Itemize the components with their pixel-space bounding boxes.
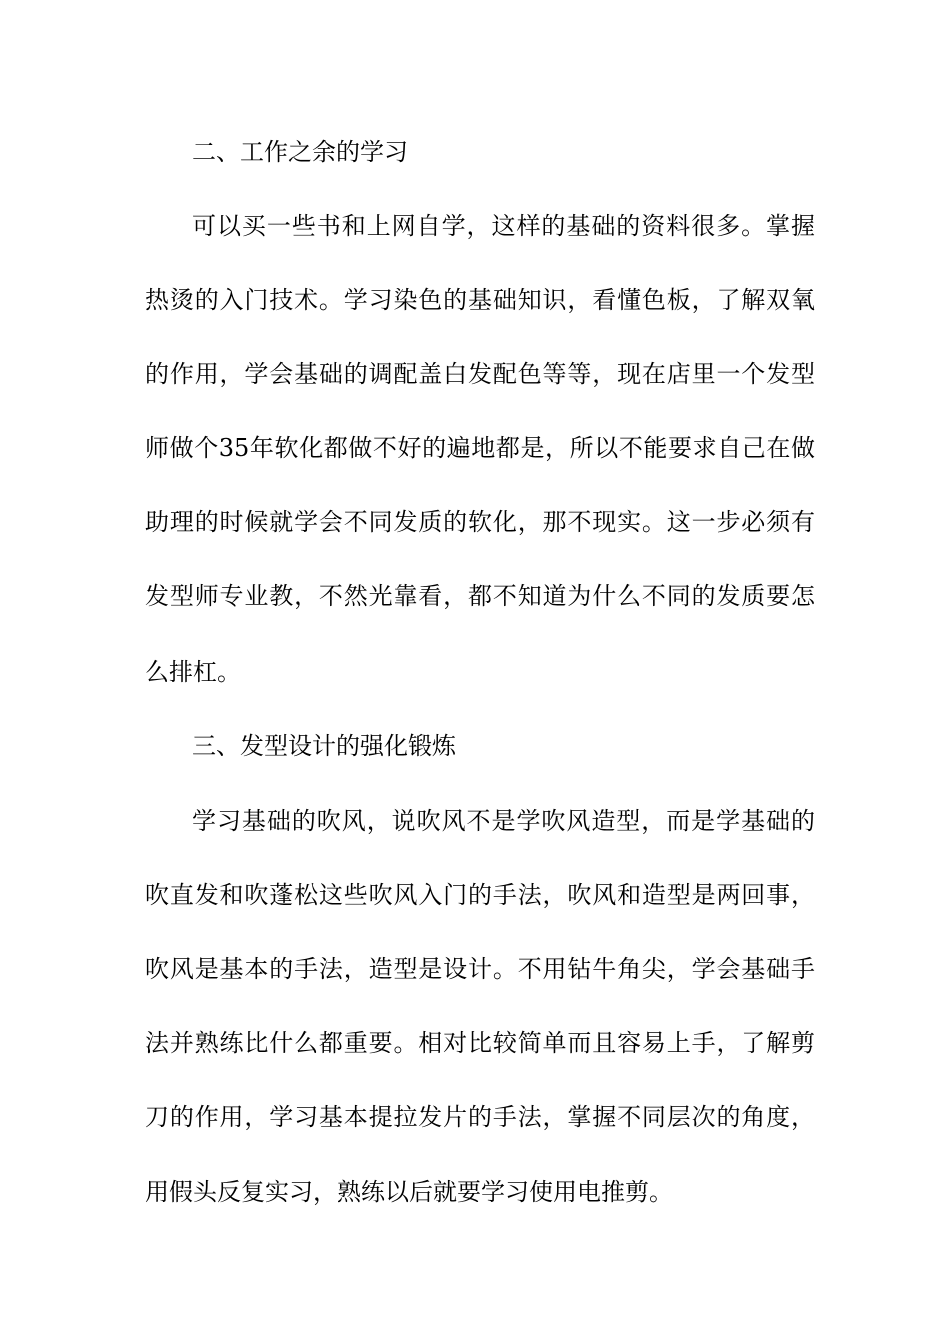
paragraph-line: 吹直发和吹蓬松这些吹风入门的手法，吹风和造型是两回事，: [145, 881, 815, 909]
section-heading: 三、发型设计的强化锻炼: [192, 732, 456, 760]
paragraph-line: 法并熟练比什么都重要。相对比较简单而且容易上手，了解剪: [145, 1029, 815, 1057]
paragraph-line: 的作用，学会基础的调配盖白发配色等等，现在店里一个发型: [145, 360, 815, 388]
section-heading: 二、工作之余的学习: [192, 138, 408, 166]
paragraph-line: 热烫的入门技术。学习染色的基础知识，看懂色板，了解双氧: [145, 286, 815, 314]
paragraph-line: 么排杠。: [145, 658, 241, 686]
paragraph-line: 发型师专业教，不然光靠看，都不知道为什么不同的发质要怎: [145, 582, 815, 610]
paragraph-line: 用假头反复实习，熟练以后就要学习使用电推剪。: [145, 1178, 673, 1206]
paragraph-line: 吹风是基本的手法，造型是设计。不用钻牛角尖，学会基础手: [145, 955, 815, 983]
paragraph-line: 助理的时候就学会不同发质的软化，那不现实。这一步必须有: [145, 508, 815, 536]
paragraph-line: 学习基础的吹风，说吹风不是学吹风造型，而是学基础的: [192, 807, 815, 835]
paragraph-line: 师做个35年软化都做不好的遍地都是，所以不能要求自己在做: [145, 434, 815, 462]
paragraph-line: 可以买一些书和上网自学，这样的基础的资料很多。掌握: [192, 212, 815, 240]
paragraph-line: 刀的作用，学习基本提拉发片的手法，掌握不同层次的角度，: [145, 1103, 815, 1131]
